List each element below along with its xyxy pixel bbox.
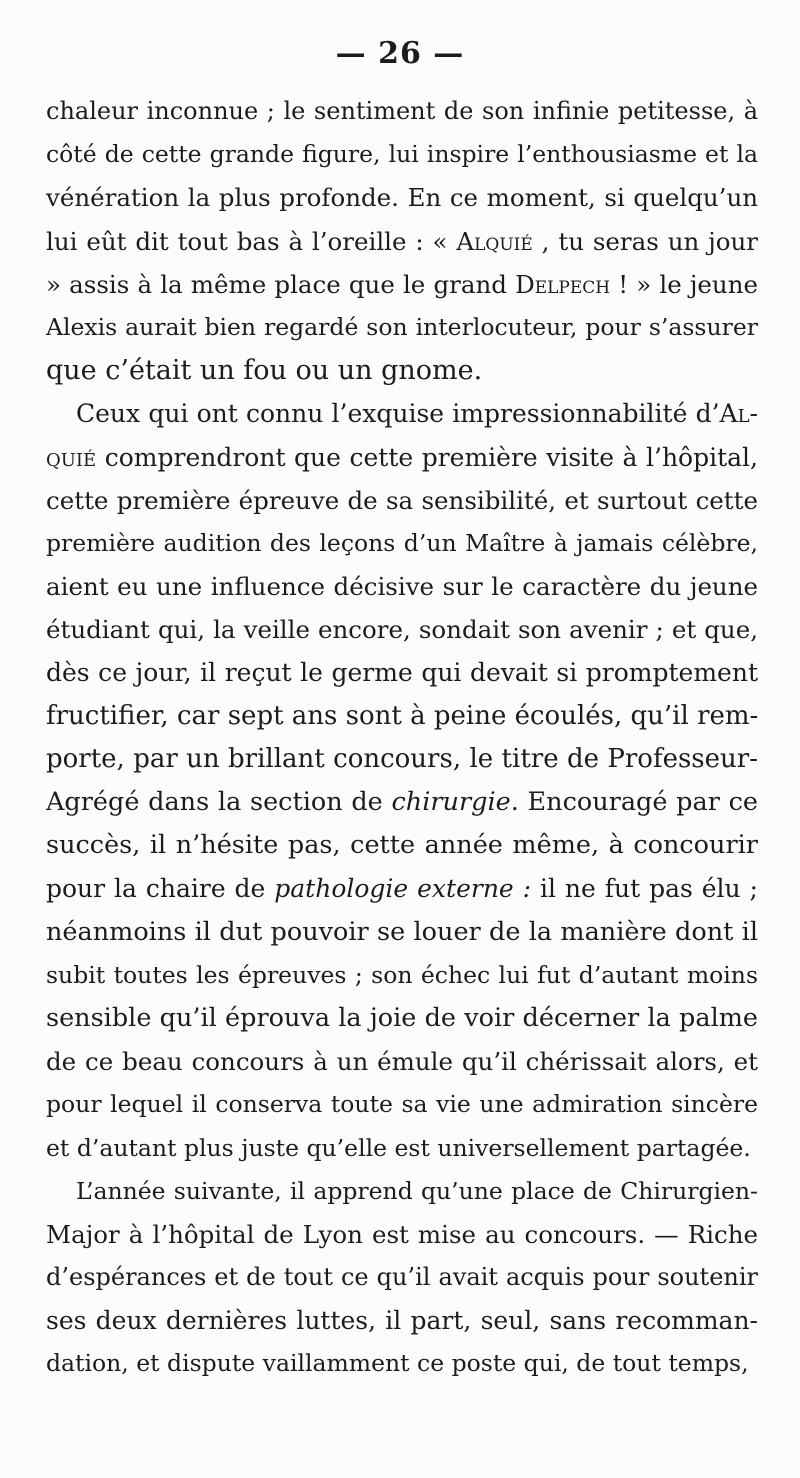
text-run: dation, et dispute vaillamment ce poste qui, de tout temps, bbox=[46, 1349, 749, 1378]
text-run: dès ce jour, il reçut le germe qui devait si promptement bbox=[46, 658, 758, 688]
text-run: il ne fut pas élu ; bbox=[531, 874, 758, 904]
text-line bbox=[46, 781, 758, 824]
text-run: . Encouragé par ce bbox=[510, 787, 758, 817]
text-line bbox=[46, 392, 758, 435]
text-run: L’année suivante, il apprend qu’une place de Chirurgien- bbox=[76, 1176, 758, 1205]
text-run: chaleur inconnue ; le sentiment de son infinie petitesse, à bbox=[46, 97, 758, 125]
small-caps-name: Delpech bbox=[515, 269, 611, 299]
text-line bbox=[46, 867, 758, 910]
text-run: , tu seras un jour bbox=[532, 226, 758, 256]
text-line bbox=[46, 565, 758, 608]
italic-term: chirurgie bbox=[391, 787, 511, 817]
text-line bbox=[46, 1213, 758, 1256]
text-line bbox=[46, 997, 758, 1040]
text-run: » assis à la même place que le grand bbox=[46, 269, 516, 299]
italic-term: pathologie externe : bbox=[274, 874, 532, 904]
text-line bbox=[46, 220, 758, 263]
page-number: — 26 — bbox=[335, 36, 465, 71]
text-line bbox=[46, 306, 758, 349]
text-line bbox=[46, 349, 758, 392]
text-line bbox=[46, 651, 758, 694]
body-text bbox=[46, 90, 758, 1386]
text-run: Agrégé dans la section de bbox=[46, 787, 392, 817]
text-line bbox=[46, 1040, 758, 1083]
text-line bbox=[46, 695, 758, 738]
text-line bbox=[46, 1342, 758, 1385]
text-line bbox=[46, 1083, 758, 1126]
text-run: que c’était un fou ou un gnome. bbox=[46, 355, 483, 387]
text-run: sensible qu’il éprouva la joie de voir décerner la palme bbox=[46, 1002, 758, 1033]
text-run: Ceux qui ont connu l’exquise impressionnabilité d’ bbox=[76, 399, 720, 429]
text-run: étudiant qui, la veille encore, sondait son avenir ; et que, bbox=[46, 615, 758, 645]
text-run: aient eu une influence décisive sur le caractère du jeune bbox=[46, 572, 758, 602]
text-run: côté de cette grande figure, lui inspire l’enthousiasme et la bbox=[46, 140, 758, 169]
text-run: première audition des leçons d’un Maître à jamais célèbre, bbox=[46, 528, 758, 557]
text-line bbox=[46, 608, 758, 651]
text-line bbox=[46, 90, 758, 133]
small-caps-name: Alquié bbox=[456, 226, 533, 256]
text-line bbox=[46, 1170, 758, 1213]
text-line bbox=[46, 954, 758, 997]
text-run: Alexis aurait bien regardé son interlocuteur, pour s’assurer bbox=[46, 312, 758, 341]
text-run: ! » le jeune bbox=[610, 269, 758, 299]
text-line bbox=[46, 1256, 758, 1299]
text-run: pour lequel il conserva toute sa vie une admiration sincère bbox=[46, 1090, 758, 1119]
text-run: néanmoins il dut pouvoir se louer de la manière dont il bbox=[46, 916, 758, 947]
text-line bbox=[46, 263, 758, 306]
text-run: porte, par un brillant concours, le titre de Professeur- bbox=[46, 743, 758, 774]
text-line bbox=[46, 1127, 758, 1170]
small-caps-name: Al- bbox=[719, 399, 758, 429]
text-run: subit toutes les épreuves ; son échec lui fut d’autant moins bbox=[46, 960, 758, 989]
text-line bbox=[46, 911, 758, 954]
text-run: succès, il n’hésite pas, cette année même, à concourir bbox=[46, 830, 758, 861]
text-run: de ce beau concours à un émule qu’il chérissait alors, et bbox=[46, 1047, 758, 1077]
text-run: ses deux dernières luttes, il part, seul, sans recomman- bbox=[46, 1306, 758, 1336]
text-run: pour la chaire de bbox=[46, 874, 275, 904]
text-run: cette première épreuve de sa sensibilité, et surtout cette bbox=[46, 485, 758, 515]
text-line bbox=[46, 522, 758, 565]
text-run: comprendront que cette première visite à l’hôpital, bbox=[96, 442, 758, 472]
text-line bbox=[46, 824, 758, 867]
text-run: et d’autant plus juste qu’elle est universellement partagée. bbox=[46, 1133, 751, 1162]
text-run: d’espérances et de tout ce qu’il avait acquis pour soutenir bbox=[46, 1263, 758, 1292]
text-line bbox=[46, 479, 758, 522]
text-line bbox=[46, 1299, 758, 1342]
text-line bbox=[46, 436, 758, 479]
text-line bbox=[46, 738, 758, 781]
small-caps-name: quié bbox=[46, 442, 97, 472]
text-line bbox=[46, 176, 758, 219]
text-run: vénération la plus profonde. En ce moment, si quelqu’un bbox=[46, 183, 758, 213]
text-line bbox=[46, 133, 758, 176]
text-run: lui eût dit tout bas à l’oreille : « bbox=[46, 226, 457, 256]
text-run: Major à l’hôpital de Lyon est mise au concours. — Riche bbox=[46, 1219, 758, 1249]
text-run: fructifier, car sept ans sont à peine écoulés, qu’il rem- bbox=[46, 700, 758, 731]
